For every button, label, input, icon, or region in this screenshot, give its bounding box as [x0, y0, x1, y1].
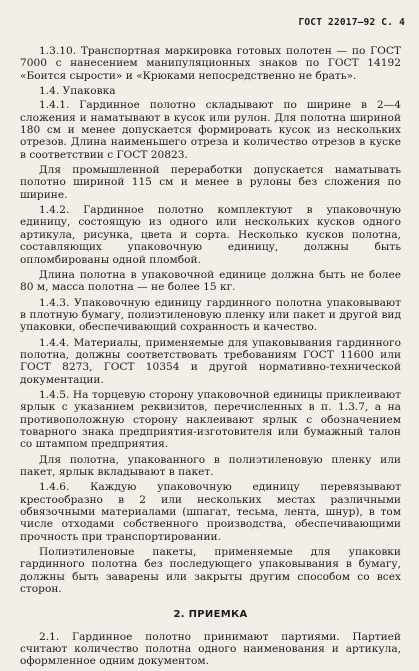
paragraph-1-4-3: 1.4.3. Упаковочную единицу гардинного полотна упаковывают в плотную бумагу, полиэтиленовую пленку или пакет и другой вид упаковки, обеспечивающий сохранность и качество.: [20, 296, 401, 334]
paragraph-polyethylene-bags: Полиэтиленовые пакеты, применяемые для упаковки гардинного полотна без последующего упаковывания в бумагу, должны быть заварены или закрыты другим способом со всех сторон.: [20, 546, 401, 596]
paragraph-label-insert: Для полотна, упакованного в полиэтиленовую пленку или пакет, ярлык вкладывают в пакет.: [20, 453, 401, 478]
document-body: [20, 45, 401, 671]
paragraph-1-4-1: 1.4.1. Гардинное полотно складывают по ширине в 2—4 сложения и наматывают в кусок или рулон. Для полотна шириной 180 см и менее допускается формировать кусок из нескольких отрезов. Длина наименьшего отреза и количество отрезов в куске в соответствии с ГОСТ 20823.: [20, 99, 401, 161]
paragraph-industrial-processing: Для промышленной переработки допускается наматывать полотно шириной 115 см и менее в рулоны без сложения по ширине.: [20, 164, 401, 201]
section-title-acceptance: 2. ПРИЕМКА: [173, 609, 248, 621]
paragraph-length-mass: Длина полотна в упаковочной единице должна быть не более 80 м, масса полотна — не более 15 кг.: [20, 268, 401, 294]
paragraph-1-4-6: 1.4.6. Каждую упаковочную единицу перевязывают крестообразно в 2 или нескольких местах различными обвязочными материалами (шпагат, тесьма, лента, шнур), в том числе отходами собственного производства, обеспечивающими прочность при транспортировании.: [20, 481, 401, 543]
paragraph-1-3-10: 1.3.10. Транспортная маркировка готовых полотен — по ГОСТ 7000 с нанесением манипуляционных знаков по ГОСТ 14192 «Боится сырости» и «Крюками непосредственно не брать».: [20, 45, 401, 82]
paragraph-1-4-4: 1.4.4. Материалы, применяемые для упаковывания гардинного полотна, должны соответствовать требованиям ГОСТ 11600 или ГОСТ 8273, ГОСТ 10354 и другой нормативно-технической документации.: [20, 336, 401, 386]
paragraph-1-4-2: 1.4.2. Гардинное полотно комплектуют в упаковочную единицу, состоящую из одного или нескольких кусков одного артикула, рисунка, цвета и сорта. Несколько кусков полотна, составляющих упаковочную единицу, должны быть опломбированы одной пломбой.: [20, 204, 401, 266]
paragraph-2-1: 2.1. Гардинное полотно принимают партиями. Партией считают количество полотна одного наименования и артикула, оформленное одним документом.: [20, 630, 401, 668]
page-header: ГОСТ 22017—92 С. 4: [298, 17, 405, 28]
paragraph-1-4-5: 1.4.5. На торцевую сторону упаковочной единицы приклеивают ярлык с указанием реквизитов, перечисленных в п. 1.3.7, а на противоположную сторону наклеивают ярлык с обозначением товарного знака предприятия-изготовителя или бумажный талон со штампом предприятия.: [20, 388, 401, 451]
subsection-heading-packaging: 1.4. Упаковка: [39, 85, 116, 98]
